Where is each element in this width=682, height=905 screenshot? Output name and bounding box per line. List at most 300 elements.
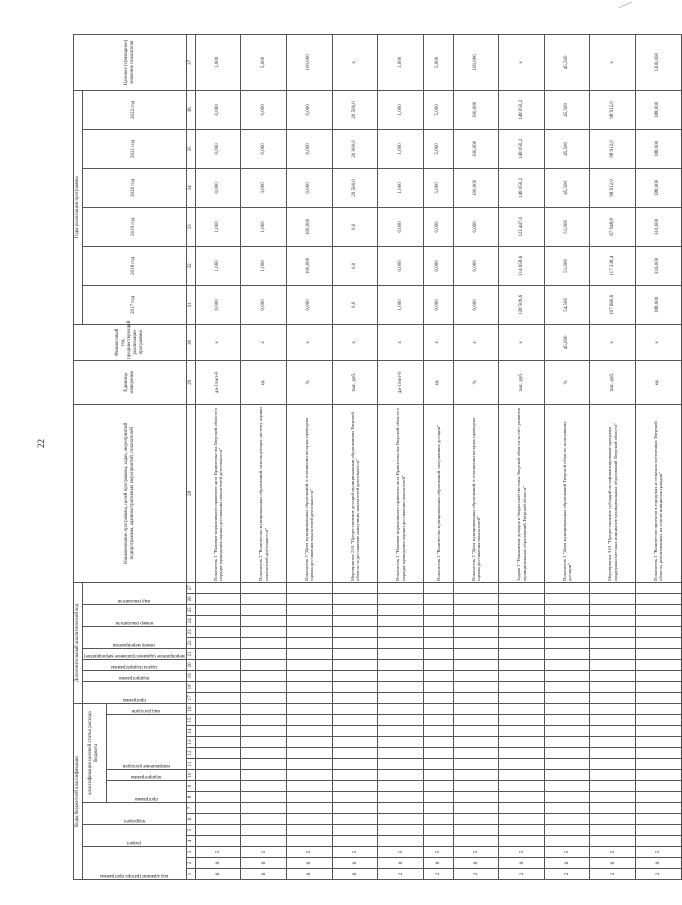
code-cell [590, 681, 636, 692]
column-number: 37 [186, 34, 195, 90]
code-cell [332, 726, 378, 737]
code-cell: 0 [636, 858, 682, 869]
code-cell [287, 759, 333, 770]
header-direction: направление расходов [106, 715, 186, 770]
code-cell [378, 681, 424, 692]
code-cell [287, 715, 333, 726]
column-number: 10 [186, 770, 195, 781]
code-cell [195, 726, 241, 737]
code-cell [241, 692, 287, 703]
target-cell: 1,000 [378, 34, 424, 90]
code-cell [332, 670, 378, 681]
code-cell [195, 692, 241, 703]
value-2017: 0,000 [241, 285, 287, 324]
rotated-program-table [73, 35, 664, 880]
code-cell: 5 [287, 847, 333, 858]
value-2017: 0,000 [195, 285, 241, 324]
code-cell [453, 582, 499, 593]
code-cell [423, 836, 453, 847]
column-number: 28 [186, 404, 195, 582]
target-cell: 100,000 [453, 34, 499, 90]
code-cell [636, 670, 682, 681]
code-cell [636, 659, 682, 670]
code-cell [499, 836, 545, 847]
code-cell [590, 781, 636, 792]
table-row [378, 34, 424, 879]
code-cell [499, 615, 545, 626]
column-number: 5 [186, 825, 195, 836]
code-cell [544, 737, 590, 748]
base-cell: х [636, 324, 682, 360]
code-cell [332, 582, 378, 593]
code-cell [544, 814, 590, 825]
value-2021: 5,000 [423, 129, 453, 168]
code-cell [590, 726, 636, 737]
value-2020: 29 500,0 [332, 168, 378, 207]
value-2017: 0,000 [287, 285, 333, 324]
code-cell [499, 803, 545, 814]
code-cell: 2 [378, 869, 424, 880]
code-cell [423, 681, 453, 692]
header-target-article: классификация целевой статьи расхода бюджета [83, 703, 107, 802]
code-cell: 5 [423, 847, 453, 858]
code-cell [499, 670, 545, 681]
unit-cell: ед. [423, 360, 453, 404]
value-2022: 0,000 [287, 90, 333, 129]
code-cell [423, 604, 453, 615]
name-cell: Показатель 1 "Количество проектов в городских и сельских поселениях Тверской области, реализованных на основе инициатив граждан" [636, 404, 682, 582]
column-number: 30 [186, 324, 195, 360]
value-2019: 0,0 [332, 207, 378, 246]
value-2018: 114 658,6 [499, 246, 545, 285]
code-cell [332, 715, 378, 726]
code-cell [590, 670, 636, 681]
code-cell [287, 604, 333, 615]
code-cell [453, 648, 499, 659]
code-cell: 5 [453, 847, 499, 858]
code-cell [423, 703, 453, 714]
value-2019: 310,000 [636, 207, 682, 246]
code-cell [590, 648, 636, 659]
code-cell [636, 825, 682, 836]
code-cell [423, 626, 453, 637]
header-p-subprogram: подпрограмма [83, 670, 187, 681]
code-cell [636, 781, 682, 792]
code-cell: 0 [241, 869, 287, 880]
code-cell [544, 648, 590, 659]
code-cell [544, 781, 590, 792]
column-number: 32 [186, 246, 195, 285]
code-cell [195, 737, 241, 748]
value-2021: 0,000 [287, 129, 333, 168]
code-cell [590, 659, 636, 670]
header-target-value: Целевое (суммарное) значение показателя [74, 34, 187, 90]
value-2022: 20 500,0 [332, 90, 378, 129]
base-cell: х [241, 324, 287, 360]
value-2018: 0,0 [332, 246, 378, 285]
code-cell [287, 692, 333, 703]
code-cell [453, 781, 499, 792]
header-financial-period: Финансовый год, предшествующий реализации программы [74, 324, 187, 360]
code-cell [423, 726, 453, 737]
code-cell [453, 659, 499, 670]
code-cell [499, 692, 545, 703]
value-2021: 100,000 [453, 129, 499, 168]
code-cell: 5 [636, 847, 682, 858]
code-cell [378, 648, 424, 659]
name-cell: Мероприятие 3.01 "Предоставление субсидий на софинансирование программ поддержки местных инициатив муниципальных образований Тверской области" [590, 404, 636, 582]
value-2018: 100,000 [287, 246, 333, 285]
code-cell [499, 781, 545, 792]
table-row [499, 34, 545, 879]
value-2022: 148 050,2 [499, 90, 545, 129]
code-cell [590, 715, 636, 726]
code-cell [378, 759, 424, 770]
code-cell [423, 737, 453, 748]
value-2019: 51,000 [544, 207, 590, 246]
value-2020: 1,000 [378, 168, 424, 207]
code-cell [499, 681, 545, 692]
code-cell [499, 703, 545, 714]
column-number: 2 [186, 858, 195, 869]
value-2019: 0,000 [378, 207, 424, 246]
header-p-indicator-type: вид показателя [83, 582, 187, 604]
value-2018: 51,000 [544, 246, 590, 285]
code-cell [453, 759, 499, 770]
code-cell [590, 748, 636, 759]
header-program: программа [106, 781, 186, 803]
code-cell [590, 792, 636, 803]
code-cell [332, 626, 378, 637]
value-2018: 117 338,4 [590, 246, 636, 285]
code-cell [378, 748, 424, 759]
code-cell [287, 803, 333, 814]
code-cell [287, 615, 333, 626]
code-cell [241, 737, 287, 748]
header-y2022: 2022 год [83, 90, 187, 129]
code-cell [195, 715, 241, 726]
code-cell [590, 593, 636, 604]
code-cell [453, 803, 499, 814]
value-2019: 0,000 [423, 207, 453, 246]
base-cell: х [195, 324, 241, 360]
code-cell [195, 648, 241, 659]
code-cell: 0 [544, 858, 590, 869]
code-cell [241, 814, 287, 825]
code-cell [378, 814, 424, 825]
code-cell [590, 759, 636, 770]
value-2021: 148 050,2 [499, 129, 545, 168]
code-cell [241, 792, 287, 803]
code-cell [499, 726, 545, 737]
code-cell [636, 803, 682, 814]
column-number: 15 [186, 715, 195, 726]
code-cell [590, 770, 636, 781]
value-2020: 0,000 [195, 168, 241, 207]
code-cell [378, 692, 424, 703]
value-2019: 100,000 [287, 207, 333, 246]
column-number: 18 [186, 681, 195, 692]
name-cell: Мероприятие 2.01 "Предоставление дотаций муниципальным образованиям Тверской области за достижение наилучших показателей деятельности" [332, 404, 378, 582]
unit-cell: да-1/нет-0 [378, 360, 424, 404]
code-cell: 0 [195, 858, 241, 869]
code-cell [453, 792, 499, 803]
code-cell [544, 836, 590, 847]
code-cell [636, 626, 682, 637]
code-cell [636, 593, 682, 604]
value-2021: 1,000 [378, 129, 424, 168]
code-cell [241, 715, 287, 726]
code-cell [544, 703, 590, 714]
value-2017: 1,000 [378, 285, 424, 324]
value-2020: 148 050,2 [499, 168, 545, 207]
code-cell [423, 670, 453, 681]
code-cell [453, 715, 499, 726]
code-cell [195, 637, 241, 648]
code-cell: 2 [453, 869, 499, 880]
code-cell: 5 [241, 847, 287, 858]
code-cell [378, 803, 424, 814]
code-cell [544, 593, 590, 604]
code-cell [378, 593, 424, 604]
base-cell: х [453, 324, 499, 360]
value-2017: 128 509,6 [499, 285, 545, 324]
code-cell [544, 692, 590, 703]
column-number: 23 [186, 626, 195, 637]
code-cell [287, 726, 333, 737]
header-row-1 [74, 34, 83, 879]
base-cell: х [499, 324, 545, 360]
value-2017: 0,000 [423, 285, 453, 324]
code-cell [544, 825, 590, 836]
code-cell [544, 637, 590, 648]
code-cell [241, 703, 287, 714]
column-number: 7 [186, 803, 195, 814]
page-number: 22 [36, 439, 46, 448]
value-2022: 0,000 [195, 90, 241, 129]
code-cell [544, 759, 590, 770]
code-cell [195, 792, 241, 803]
code-cell: 0 [378, 858, 424, 869]
code-cell [378, 703, 424, 714]
code-cell [287, 670, 333, 681]
code-cell [287, 659, 333, 670]
code-cell: 0 [499, 858, 545, 869]
base-cell: х [423, 324, 453, 360]
unit-cell: ед. [241, 360, 287, 404]
code-cell [544, 615, 590, 626]
code-cell [332, 604, 378, 615]
code-cell [590, 737, 636, 748]
column-number: 34 [186, 168, 195, 207]
code-cell [332, 637, 378, 648]
code-cell [636, 726, 682, 737]
code-cell [241, 825, 287, 836]
code-cell [195, 615, 241, 626]
value-2018: 1,000 [241, 246, 287, 285]
code-cell [499, 748, 545, 759]
code-cell [332, 836, 378, 847]
code-cell [423, 692, 453, 703]
code-cell [636, 637, 682, 648]
code-cell [195, 670, 241, 681]
code-cell [378, 615, 424, 626]
code-cell [423, 593, 453, 604]
code-cell [423, 648, 453, 659]
value-2019: 0,000 [453, 207, 499, 246]
code-cell [241, 626, 287, 637]
code-cell [378, 715, 424, 726]
code-cell [378, 737, 424, 748]
code-cell [590, 615, 636, 626]
code-cell [378, 604, 424, 615]
name-cell: Показатель 2 "Количество муниципальных образований, использующих систему оценки показателей деятельности" [241, 404, 287, 582]
code-cell [287, 814, 333, 825]
name-cell: Показатель 1 "Доля муниципальных образований Тверской области, получивших дотации" [544, 404, 590, 582]
header-razdel: раздел [83, 825, 187, 847]
value-2022: 1,000 [378, 90, 424, 129]
code-cell [195, 604, 241, 615]
code-cell [332, 593, 378, 604]
code-cell [453, 637, 499, 648]
value-2022: 5,000 [423, 90, 453, 129]
name-cell: Показатель 3 "Доля муниципальных образований, в отношении которых проведена оценка достижения показателей" [453, 404, 499, 582]
code-cell [590, 637, 636, 648]
code-cell [241, 803, 287, 814]
code-cell: 5 [378, 847, 424, 858]
code-cell: 2 [423, 869, 453, 880]
column-number: 8 [186, 792, 195, 803]
code-cell [423, 814, 453, 825]
target-cell: х [590, 34, 636, 90]
code-cell [241, 604, 287, 615]
name-cell: Показатель 1 "Наличие нормативного правового акта Правительства Тверской области о порядке проведения оценки достижения показателей деятельности" [195, 404, 241, 582]
code-cell [332, 770, 378, 781]
code-cell [499, 792, 545, 803]
value-2019: 67 948,8 [590, 207, 636, 246]
value-2021: 188,000 [636, 129, 682, 168]
value-2020: 45,500 [544, 168, 590, 207]
code-cell [332, 703, 378, 714]
code-cell [453, 670, 499, 681]
column-number: 21 [186, 648, 195, 659]
header-name: Наименование программы, целей программы, задач, мероприятий подпрограммы, административных мероприятий, показателей [74, 404, 187, 582]
header-p-indicator: номер показателя [83, 604, 187, 626]
code-cell: 5 [544, 847, 590, 858]
table-row [453, 34, 499, 879]
value-2020: 98 912,0 [590, 168, 636, 207]
header-podrazdel: подраздел [83, 803, 187, 825]
code-cell [544, 626, 590, 637]
value-2019: 1,000 [241, 207, 287, 246]
code-cell [499, 770, 545, 781]
code-cell [378, 825, 424, 836]
code-cell [195, 759, 241, 770]
value-2018: 0,000 [453, 246, 499, 285]
column-number: 6 [186, 814, 195, 825]
column-number: 24 [186, 615, 195, 626]
code-cell: 2 [499, 869, 545, 880]
base-cell: х [332, 324, 378, 360]
code-cell [241, 759, 287, 770]
code-cell [378, 781, 424, 792]
base-cell: х [590, 324, 636, 360]
header-y2017: 2017 год [83, 285, 187, 324]
code-cell [453, 681, 499, 692]
base-cell: х [287, 324, 333, 360]
code-cell [499, 593, 545, 604]
code-cell [195, 770, 241, 781]
column-number: 26 [186, 593, 195, 604]
scan-corner-mark [619, 1, 635, 15]
target-cell: 1200,000 [636, 34, 682, 90]
code-cell [453, 814, 499, 825]
code-cell [423, 715, 453, 726]
table-row [195, 34, 241, 879]
column-number: 11 [186, 759, 195, 770]
column-number: 29 [186, 360, 195, 404]
name-cell: Показатель 2 "Количество муниципальных образований, получивших дотации" [423, 404, 453, 582]
unit-cell: тыс. руб. [590, 360, 636, 404]
code-cell [590, 814, 636, 825]
code-cell [453, 726, 499, 737]
header-subprogram: подпрограмма [106, 770, 186, 781]
code-cell [453, 593, 499, 604]
code-cell: 0 [423, 858, 453, 869]
code-cell [241, 770, 287, 781]
column-number: 31 [186, 285, 195, 324]
unit-cell: тыс. руб. [332, 360, 378, 404]
code-cell [544, 582, 590, 593]
code-cell [453, 836, 499, 847]
code-cell [636, 770, 682, 781]
code-cell [636, 703, 682, 714]
header-years: Годы реализации программы [74, 90, 83, 324]
code-cell [423, 803, 453, 814]
value-2018: 0,000 [378, 246, 424, 285]
column-number: 36 [186, 90, 195, 129]
name-cell: Задача 3 "Повышение доходов и бюджетной системы Тверской области за счёт развития муниципальных образований Тверской области" [499, 404, 545, 582]
code-cell [332, 814, 378, 825]
column-number-row [186, 34, 195, 879]
code-cell [287, 792, 333, 803]
code-cell [241, 615, 287, 626]
code-cell [590, 692, 636, 703]
column-number: 9 [186, 781, 195, 792]
column-number: 14 [186, 726, 195, 737]
code-cell [378, 626, 424, 637]
code-cell [544, 726, 590, 737]
code-cell [378, 792, 424, 803]
code-cell [241, 781, 287, 792]
code-cell [195, 593, 241, 604]
code-cell [636, 836, 682, 847]
code-cell [499, 737, 545, 748]
header-admin-code: код администратора программы [83, 847, 187, 880]
code-cell [287, 781, 333, 792]
target-cell: 100,000 [287, 34, 333, 90]
value-2019: 123 447,0 [499, 207, 545, 246]
code-cell [195, 781, 241, 792]
code-cell [544, 681, 590, 692]
code-cell [499, 604, 545, 615]
unit-cell: да-1/нет-0 [195, 360, 241, 404]
program-table [73, 34, 682, 880]
code-cell [453, 615, 499, 626]
header-y2018: 2018 год [83, 246, 187, 285]
code-cell [332, 648, 378, 659]
code-cell [287, 681, 333, 692]
